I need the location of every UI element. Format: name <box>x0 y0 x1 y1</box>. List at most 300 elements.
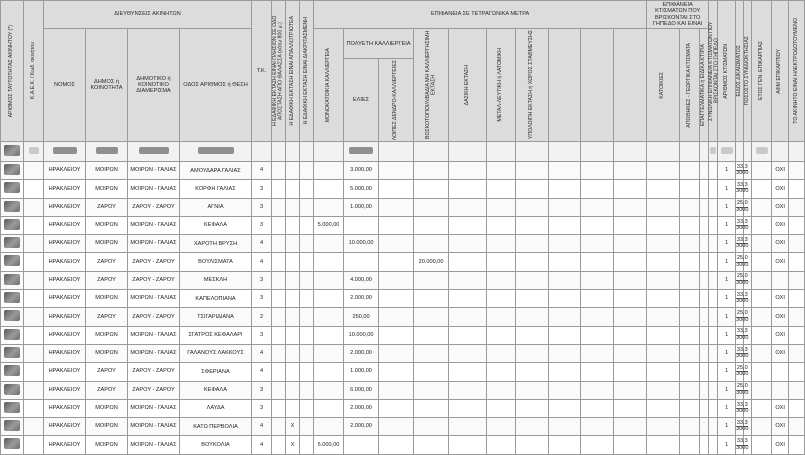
other-trees-cell <box>379 290 414 308</box>
supply-number-cell <box>789 326 805 344</box>
ownership-percent-cell <box>736 198 749 216</box>
residences-cell <box>647 253 680 271</box>
residences-cell <box>647 308 680 326</box>
diamerisma-cell: ΜΟΙΡΩΝ - ΓΑΛΙΑΣ <box>128 399 180 417</box>
property-thumbnail <box>1 381 24 399</box>
supply-number-cell <box>789 308 805 326</box>
distinct-area-cell <box>300 162 314 180</box>
diamerisma-cell: ΜΟΙΡΩΝ - ΓΑΛΙΑΣ <box>128 216 180 234</box>
nomos-cell: ΗΡΑΚΛΕΙΟΥ <box>44 363 86 381</box>
header-residences: ΚΑΤΟΙΚΙΕΣ <box>647 29 680 142</box>
table-row <box>1 418 805 436</box>
blank-cell <box>549 436 581 454</box>
odos-cell: ΧΑΡΟΤΗ ΒΡΥΣΗ <box>180 235 252 253</box>
pasture-cell <box>414 399 449 417</box>
electrified-cell: ΟΧΙ <box>772 290 789 308</box>
residences-cell <box>647 344 680 362</box>
remaining-area-cell <box>516 198 549 216</box>
warehouses-cell <box>680 235 700 253</box>
forest-cell <box>449 399 487 417</box>
blank-cell <box>614 198 647 216</box>
electrified-cell: ΟΧΙ <box>772 399 789 417</box>
header-tk: Τ.Κ. <box>252 1 272 142</box>
professional-cell <box>700 235 709 253</box>
electrified-cell: ΟΧΙ <box>772 308 789 326</box>
header-buildings-group: ΕΠΙΦΑΝΕΙΑ ΚΤΙΣΜΑΤΩΝ ΠΟΥ ΒΡΙΣΚΟΝΤΑΙ ΣΤΟ ΓΗΠΕΔΟ ΚΑΙ ΕΙΝΑΙ <box>647 1 709 29</box>
tk-cell: 3 <box>252 271 272 289</box>
remaining-area-cell <box>516 436 549 454</box>
property-thumbnail <box>1 344 24 362</box>
diamerisma-cell: ΖΑΡΟΥ - ΖΑΡΟΥ <box>128 198 180 216</box>
blank-cell <box>614 162 647 180</box>
annual-crop-cell <box>314 198 344 216</box>
supply-number-cell <box>789 216 805 234</box>
total-buildings-cell <box>709 253 718 271</box>
dimos-cell: ΖΑΡΟΥ <box>86 198 128 216</box>
buildings-count-cell: 1 <box>718 253 736 271</box>
header-ownership-percent: ΠΟΣΟΣΤΟ ΣΥΝΙΔΙΟΚΤΗΣΙΑΣ <box>744 1 752 142</box>
olives-cell: 4.000,00 <box>344 271 379 289</box>
ownership-fraction: $\frac{33,3}{3000}$ <box>736 236 749 250</box>
other-trees-cell <box>379 271 414 289</box>
kaek-cell <box>24 235 44 253</box>
warehouses-cell <box>680 399 700 417</box>
table-row <box>1 308 805 326</box>
supply-number-cell <box>789 436 805 454</box>
pasture-cell <box>414 216 449 234</box>
mining-cell <box>487 363 516 381</box>
electrified-cell <box>772 363 789 381</box>
expropriation-cell <box>286 235 300 253</box>
usufruct-afm-cell <box>752 363 772 381</box>
supply-number-cell <box>789 381 805 399</box>
pasture-cell <box>414 381 449 399</box>
ownership-fraction: $\frac{25,0}{3000}$ <box>736 364 749 378</box>
redacted-thumbnail-icon <box>4 384 20 395</box>
sea-distance-cell <box>272 381 286 399</box>
property-thumbnail <box>1 180 24 198</box>
remaining-area-cell <box>516 326 549 344</box>
pasture-cell <box>414 198 449 216</box>
table-row <box>1 198 805 216</box>
buildings-count-cell: 1 <box>718 235 736 253</box>
electrified-cell: ΟΧΙ <box>772 344 789 362</box>
electrified-cell: ΟΧΙ <box>772 198 789 216</box>
expropriation-cell <box>286 381 300 399</box>
mining-cell <box>487 180 516 198</box>
header-area-group: ΕΠΙΦΑΝΕΙΑ ΣΕ ΤΕΤΡΑΓΩΝΙΚΑ ΜΕΤΡΑ <box>314 1 647 29</box>
redacted-nomos <box>44 142 86 162</box>
header-property-id: ΑΡΙΘΜΟΣ ΤΑΥΤΟΤΗΤΑΣ ΑΚΙΝΗΤΟΥ (*) <box>1 1 24 142</box>
expropriation-cell <box>286 162 300 180</box>
usufruct-afm-cell <box>752 326 772 344</box>
table-row <box>1 253 805 271</box>
odos-cell: ΚΕΦΑΛΑ <box>180 381 252 399</box>
redacted-thumbnail-icon <box>4 182 20 193</box>
kaek-cell <box>24 381 44 399</box>
residences-cell <box>647 436 680 454</box>
blank-cell <box>581 326 614 344</box>
usufruct-afm-cell <box>752 381 772 399</box>
distinct-area-cell <box>300 436 314 454</box>
distinct-area-cell <box>300 363 314 381</box>
redacted-small <box>709 142 718 162</box>
other-trees-cell <box>379 363 414 381</box>
residences-cell <box>647 271 680 289</box>
ownership-fraction: $\frac{25,0}{3000}$ <box>736 255 749 268</box>
header-blank-3 <box>614 29 647 142</box>
remaining-area-cell <box>516 308 549 326</box>
total-buildings-cell <box>709 418 718 436</box>
kaek-cell <box>24 418 44 436</box>
forest-cell <box>449 235 487 253</box>
forest-cell <box>449 363 487 381</box>
professional-cell <box>700 381 709 399</box>
redacted-thumbnail-icon <box>4 365 20 376</box>
annual-crop-cell <box>314 235 344 253</box>
other-trees-cell <box>379 180 414 198</box>
diamerisma-cell: ΜΟΙΡΩΝ - ΓΑΛΙΑΣ <box>128 326 180 344</box>
electrified-cell: ΟΧΙ <box>772 326 789 344</box>
nomos-cell: ΗΡΑΚΛΕΙΟΥ <box>44 162 86 180</box>
other-trees-cell <box>379 253 414 271</box>
blank-cell <box>614 363 647 381</box>
nomos-cell: ΗΡΑΚΛΕΙΟΥ <box>44 399 86 417</box>
warehouses-cell <box>680 216 700 234</box>
sea-distance-cell <box>272 162 286 180</box>
supply-number-cell <box>789 235 805 253</box>
diamerisma-cell: ΜΟΙΡΩΝ - ΓΑΛΙΑΣ <box>128 162 180 180</box>
ownership-percent-cell <box>736 271 749 289</box>
ownership-percent-cell <box>736 436 749 454</box>
dimos-cell: ΜΟΙΡΩΝ <box>86 290 128 308</box>
mining-cell <box>487 344 516 362</box>
annual-crop-cell <box>314 308 344 326</box>
blank-cell <box>549 180 581 198</box>
table-row <box>1 180 805 198</box>
sea-distance-cell <box>272 271 286 289</box>
kaek-cell <box>24 216 44 234</box>
ownership-percent-cell <box>736 253 749 271</box>
buildings-count-cell: 1 <box>718 436 736 454</box>
other-trees-cell <box>379 381 414 399</box>
blank-cell <box>549 399 581 417</box>
sea-distance-cell <box>272 290 286 308</box>
annual-crop-cell <box>314 253 344 271</box>
remaining-area-cell <box>516 162 549 180</box>
usufruct-afm-cell <box>752 253 772 271</box>
tk-cell: 4 <box>252 253 272 271</box>
odos-cell: ΒΟΥΛΙΣΜΑΤΑ <box>180 253 252 271</box>
olives-cell: 1.000,00 <box>344 363 379 381</box>
expropriation-cell: X <box>286 418 300 436</box>
blank-cell <box>581 381 614 399</box>
table-row <box>1 344 805 362</box>
supply-number-cell <box>789 344 805 362</box>
remaining-area-cell <box>516 399 549 417</box>
usufruct-afm-cell <box>752 180 772 198</box>
distinct-area-cell <box>300 418 314 436</box>
blank-cell <box>549 253 581 271</box>
header-dimos: ΔΗΜΟΣ ή ΚΟΙΝΟΤΗΤΑ <box>86 29 128 142</box>
nomos-cell: ΗΡΑΚΛΕΙΟΥ <box>44 326 86 344</box>
blank-cell <box>581 290 614 308</box>
diamerisma-cell: ΜΟΙΡΩΝ - ΓΑΛΙΑΣ <box>128 290 180 308</box>
nomos-cell: ΗΡΑΚΛΕΙΟΥ <box>44 198 86 216</box>
olives-cell <box>344 216 379 234</box>
total-buildings-cell <box>709 326 718 344</box>
odos-cell: ΤΣΙΓΑΡΙΔΙΑΝΑ <box>180 308 252 326</box>
residences-cell <box>647 216 680 234</box>
odos-cell: ΑΓΝΙΑ <box>180 198 252 216</box>
electrified-cell: ΟΧΙ <box>772 180 789 198</box>
header-other-trees: ΛΟΙΠΕΣ ΔΕΝΔΡΟ-ΚΑΛΛΙΕΡΓΕΙΕΣ <box>379 59 414 142</box>
kaek-cell <box>24 344 44 362</box>
annual-crop-cell <box>314 418 344 436</box>
professional-cell <box>700 253 709 271</box>
ownership-fraction: $\frac{25,0}{3000}$ <box>736 310 749 323</box>
other-trees-cell <box>379 418 414 436</box>
nomos-cell: ΗΡΑΚΛΕΙΟΥ <box>44 381 86 399</box>
warehouses-cell <box>680 381 700 399</box>
table-row <box>1 381 805 399</box>
header-blank-2 <box>581 29 614 142</box>
annual-crop-cell <box>314 381 344 399</box>
ownership-fraction: $\frac{33,3}{3000}$ <box>736 401 749 414</box>
olives-cell: 2.000,00 <box>344 418 379 436</box>
nomos-cell: ΗΡΑΚΛΕΙΟΥ <box>44 436 86 454</box>
ownership-percent-cell <box>736 308 749 326</box>
ownership-percent-cell <box>736 235 749 253</box>
pasture-cell <box>414 436 449 454</box>
tk-cell: 3 <box>252 180 272 198</box>
residences-cell <box>647 162 680 180</box>
warehouses-cell <box>680 198 700 216</box>
warehouses-cell <box>680 253 700 271</box>
redacted-thumbnail-icon <box>4 255 20 266</box>
electrified-cell: ΟΧΙ <box>772 216 789 234</box>
dimos-cell: ΜΟΙΡΩΝ <box>86 326 128 344</box>
blank-cell <box>581 198 614 216</box>
dimos-cell: ΖΑΡΟΥ <box>86 271 128 289</box>
supply-number-cell <box>789 290 805 308</box>
forest-cell <box>449 418 487 436</box>
redacted-ilek <box>752 142 772 162</box>
mining-cell <box>487 271 516 289</box>
blank-cell <box>581 271 614 289</box>
odos-cell: ΚΟΡΦΗ ΓΑΛΙΑΣ <box>180 180 252 198</box>
redacted-thumbnail-icon <box>4 219 20 230</box>
table-row <box>1 363 805 381</box>
warehouses-cell <box>680 344 700 362</box>
diamerisma-cell: ΜΟΙΡΩΝ - ΓΑΛΙΑΣ <box>128 436 180 454</box>
pasture-cell <box>414 162 449 180</box>
remaining-area-cell <box>516 180 549 198</box>
professional-cell <box>700 271 709 289</box>
total-buildings-cell <box>709 290 718 308</box>
pasture-cell <box>414 235 449 253</box>
tk-cell: 3 <box>252 399 272 417</box>
annual-crop-cell <box>314 399 344 417</box>
dimos-cell: ΜΟΙΡΩΝ <box>86 162 128 180</box>
annual-crop-cell <box>314 290 344 308</box>
nomos-cell: ΗΡΑΚΛΕΙΟΥ <box>44 216 86 234</box>
forest-cell <box>449 344 487 362</box>
ownership-fraction: $\frac{33,3}{3000}$ <box>736 346 749 360</box>
buildings-count-cell: 1 <box>718 326 736 344</box>
usufruct-afm-cell <box>752 436 772 454</box>
professional-cell <box>700 308 709 326</box>
mining-cell <box>487 418 516 436</box>
header-usufruct-afm: ΑΦΜ ΕΠΙΚΑΡΠΙΟΥ <box>772 1 789 142</box>
other-trees-cell <box>379 344 414 362</box>
expropriation-cell <box>286 180 300 198</box>
kaek-cell <box>24 399 44 417</box>
redacted-odos <box>180 142 252 162</box>
diamerisma-cell: ΜΟΙΡΩΝ - ΓΑΛΙΑΣ <box>128 235 180 253</box>
redacted-diam <box>128 142 180 162</box>
blank-cell <box>614 418 647 436</box>
odos-cell: ΜΕΣΚΛΗ <box>180 271 252 289</box>
redacted-dimos <box>86 142 128 162</box>
blank-cell <box>549 326 581 344</box>
ownership-fraction: $\frac{33,3}{3000}$ <box>736 328 749 341</box>
total-buildings-cell <box>709 180 718 198</box>
property-thumbnail <box>1 253 24 271</box>
other-trees-cell <box>379 216 414 234</box>
header-blank-1 <box>549 29 581 142</box>
buildings-count-cell: 1 <box>718 271 736 289</box>
table-row <box>1 399 805 417</box>
electrified-cell: ΟΧΙ <box>772 235 789 253</box>
diamerisma-cell: ΖΑΡΟΥ - ΖΑΡΟΥ <box>128 271 180 289</box>
header-warehouses: ΑΠΟΘΗΚΕΣ - ΓΕΩΡΓΙΚΑ ΚΤΙΣΜΑΤΑ <box>680 29 700 142</box>
annual-crop-cell: 5.000,00 <box>314 216 344 234</box>
property-thumbnail <box>1 162 24 180</box>
tk-cell: 4 <box>252 363 272 381</box>
table-row <box>1 162 805 180</box>
professional-cell <box>700 436 709 454</box>
tk-cell: 3 <box>252 198 272 216</box>
dimos-cell: ΜΟΙΡΩΝ <box>86 180 128 198</box>
ownership-fraction: $\frac{33,3}{3000}$ <box>736 163 749 177</box>
blank-cell <box>549 290 581 308</box>
other-trees-cell <box>379 399 414 417</box>
blank-cell <box>581 399 614 417</box>
tk-cell: 4 <box>252 344 272 362</box>
dimos-cell: ΜΟΙΡΩΝ <box>86 235 128 253</box>
header-annual-crop: ΜΟΝΟΚΑΤΟΙΚΙΑ ΚΑΛΛΙΕΡΓΕΙΑ <box>314 29 344 142</box>
supply-number-cell <box>789 418 805 436</box>
usufruct-afm-cell <box>752 308 772 326</box>
tk-cell: 4 <box>252 418 272 436</box>
blank-cell <box>614 271 647 289</box>
sea-distance-cell <box>272 308 286 326</box>
mining-cell <box>487 253 516 271</box>
redacted-thumbnail-icon <box>4 292 20 303</box>
expropriation-cell <box>286 216 300 234</box>
remaining-area-cell <box>516 235 549 253</box>
ownership-fraction: $\frac{25,0}{3000}$ <box>736 273 749 286</box>
property-thumbnail <box>1 308 24 326</box>
remaining-area-cell <box>516 253 549 271</box>
blank-cell <box>614 216 647 234</box>
expropriation-cell <box>286 344 300 362</box>
residences-cell <box>647 381 680 399</box>
property-thumbnail <box>1 235 24 253</box>
property-thumbnail <box>1 363 24 381</box>
kaek-cell <box>24 253 44 271</box>
sea-distance-cell <box>272 253 286 271</box>
redacted-kaek <box>24 142 44 162</box>
professional-cell <box>700 399 709 417</box>
ownership-fraction: $\frac{33,3}{3000}$ <box>736 438 749 451</box>
other-trees-cell <box>379 436 414 454</box>
header-total-buildings-area: ΣΥΝΟΛΙΚΗ ΕΠΙΦΑΝΕΙΑ ΚΤΙΣΜΑΤΩΝ ΠΟΥ ΒΡΙΣΚΟΝΤΑΙ ΣΤΟ ΓΗΠΕΔΟ <box>709 1 718 142</box>
redacted-id <box>1 142 24 162</box>
header-remaining-area: ΥΠΟΛΟΙΠΗ ΕΚΤΑΣΗ ή ΧΩΡΟΣ ΣΤΑΘΜΕΥΣΗΣ <box>516 29 549 142</box>
blank-cell <box>549 363 581 381</box>
olives-cell: 5.000,00 <box>344 180 379 198</box>
distinct-area-cell <box>300 180 314 198</box>
ownership-percent-cell <box>736 326 749 344</box>
tk-cell: 4 <box>252 436 272 454</box>
warehouses-cell <box>680 308 700 326</box>
usufruct-afm-cell <box>752 418 772 436</box>
warehouses-cell <box>680 326 700 344</box>
tk-cell: 3 <box>252 290 272 308</box>
tk-cell: 3 <box>252 326 272 344</box>
header-nomos: ΝΟΜΟΣ <box>44 29 86 142</box>
olives-cell: 2.000,00 <box>344 399 379 417</box>
professional-cell <box>700 180 709 198</box>
pasture-cell <box>414 363 449 381</box>
diamerisma-cell: ΜΟΙΡΩΝ - ΓΑΛΙΑΣ <box>128 180 180 198</box>
buildings-count-cell: 1 <box>718 180 736 198</box>
forest-cell <box>449 162 487 180</box>
buildings-count-cell: 1 <box>718 308 736 326</box>
blank-cell <box>581 436 614 454</box>
forest-cell <box>449 216 487 234</box>
blank-cell <box>549 344 581 362</box>
supply-number-cell <box>789 253 805 271</box>
blank-cell <box>614 180 647 198</box>
expropriation-cell <box>286 253 300 271</box>
header-odos: ΟΔΟΣ ΑΡΙΘΜΟΣ ή ΘΕΣΗ <box>180 29 252 142</box>
ownership-percent-cell <box>736 290 749 308</box>
blank-cell <box>581 344 614 362</box>
supply-number-cell <box>789 162 805 180</box>
dimos-cell: ΜΟΙΡΩΝ <box>86 436 128 454</box>
ownership-fraction: $\frac{33,3}{3000}$ <box>736 419 749 433</box>
olives-cell: 10.000,00 <box>344 235 379 253</box>
blank-cell <box>581 363 614 381</box>
blank-cell <box>549 381 581 399</box>
blank-cell <box>614 253 647 271</box>
professional-cell <box>700 344 709 362</box>
total-buildings-cell <box>709 436 718 454</box>
kaek-cell <box>24 308 44 326</box>
kaek-cell <box>24 180 44 198</box>
supply-number-cell <box>789 180 805 198</box>
header-pasture: ΒΟΣΚΟΤΟΠΟΙ/ΛΙΒΑΔΙΑ ΜΗ ΚΑΛΛΙΕΡΓΗΣΙΜΗ ΕΚΤΑΣΗ <box>414 29 449 142</box>
remaining-area-cell <box>516 271 549 289</box>
mining-cell <box>487 308 516 326</box>
forest-cell <box>449 198 487 216</box>
nomos-cell: ΗΡΑΚΛΕΙΟΥ <box>44 290 86 308</box>
tk-cell: 2 <box>252 308 272 326</box>
expropriation-cell <box>286 198 300 216</box>
